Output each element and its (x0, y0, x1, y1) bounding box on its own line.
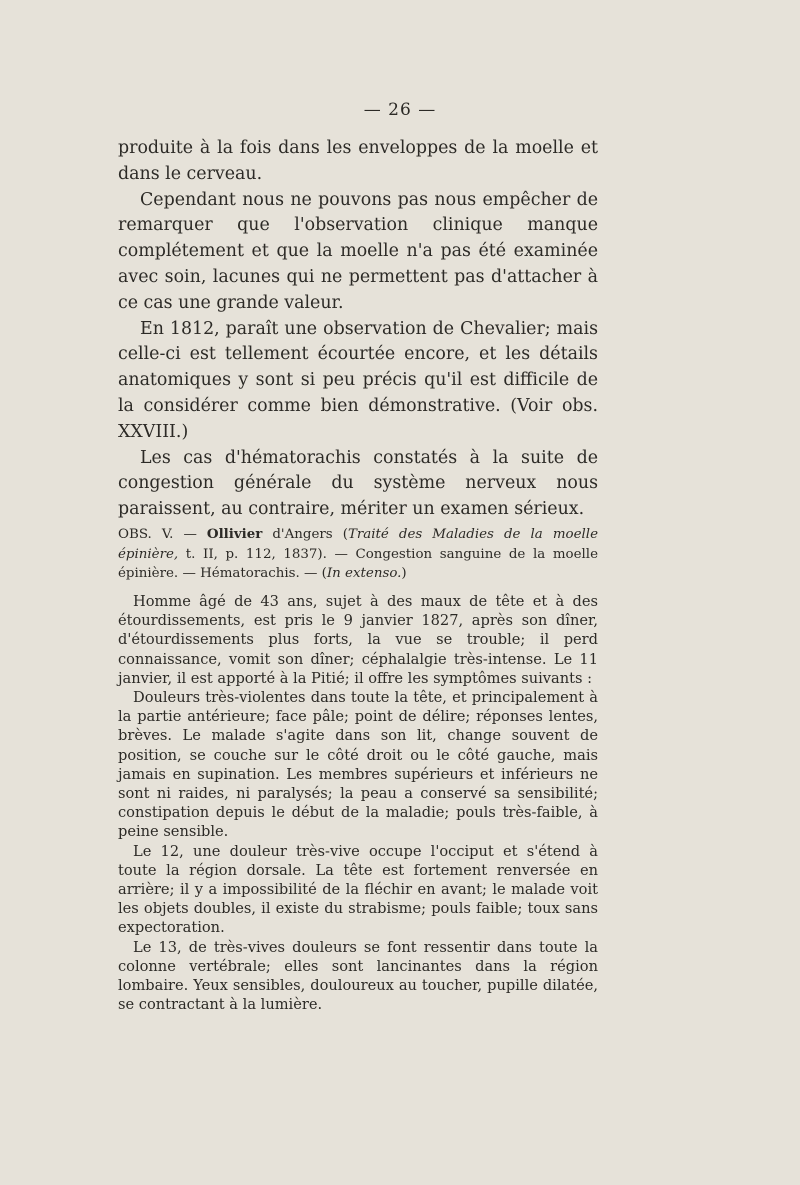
case-paragraph: Le 12, une douleur très-vive occupe l'occiput et s'étend à toute la région dorsale. La tête est fortement renversée en arrière; il y a impossibilité de la fléchir en avant; le malade voit les objets doubles, il existe du strabisme; pouls faible; toux sans expectoration. (118, 842, 598, 937)
paragraph: Cependant nous ne pouvons pas nous empêcher de remarquer que l'observation clinique manque complétement et que la moelle n'a pas été examinée avec soin, lacunes qui ne permettent pas d'attacher à ce cas une grande valeur. (118, 189, 598, 313)
case-paragraph: Le 13, de très-vives douleurs se font ressentir dans toute la colonne vertébrale; elles sont lancinantes dans la région lombaire. Yeux sensibles, douloureux au toucher, pupille dilatée, se contractant à la lumière. (118, 938, 598, 1014)
observation-heading (118, 525, 598, 584)
observation-author: Ollivier (206, 526, 263, 542)
observation-city: d'Angers ( (262, 527, 348, 542)
case-text (118, 592, 598, 1014)
observation-label: OBS. V. — (118, 527, 207, 542)
paragraph: Les cas d'hématorachis constatés à la suite de congestion générale du système nerveux nous paraissent, au contraire, mériter un examen sérieux. (118, 447, 598, 520)
observation-close: ) (401, 566, 407, 581)
observation-extent: In extenso. (326, 566, 402, 581)
case-paragraph: Homme âgé de 43 ans, sujet à des maux de tête et à des étourdissements, est pris le 9 janvier 1827, après son dîner, d'étourdissements plus forts, la vue se trouble; il perd connaissance, vomit son dîner; céphalalgie très-intense. Le 11 janvier, il est apporté à la Pitié; il offre les symptômes suivants : (118, 593, 598, 687)
paragraph: produite à la fois dans les enveloppes de la moelle et dans le cerveau. (118, 138, 598, 184)
observation-source-title: Traité des Maladies de la moelle épinière, (118, 527, 599, 562)
paragraph: En 1812, paraît une observation de Chevalier; mais celle-ci est tellement écourtée encore, et les détails anatomiques y sont si peu précis qu'il est difficile de la considérer comme bien démonstrative. (Voir obs. XXVIII.) (118, 318, 598, 442)
main-text (118, 136, 598, 523)
observation-source-details: t. II, p. 112, 1837). — Congestion sanguine de la moelle épinière. — Hématorachis. — ( (118, 546, 598, 581)
case-paragraph: Douleurs très-violentes dans toute la tête, et principalement à la partie antérieure; face pâle; point de délire; réponses lentes, brèves. Le malade s'agite dans son lit, change souvent de position, se couche sur le côté droit ou le côté gauche, mais jamais en supination. Les membres supérieurs et inférieurs ne sont ni raides, ni paralysés; la peau a conservé sa sensibilité; constipation depuis le début de la maladie; pouls très-faible, à peine sensible. (118, 689, 598, 841)
page-number: — 26 — (363, 100, 437, 120)
